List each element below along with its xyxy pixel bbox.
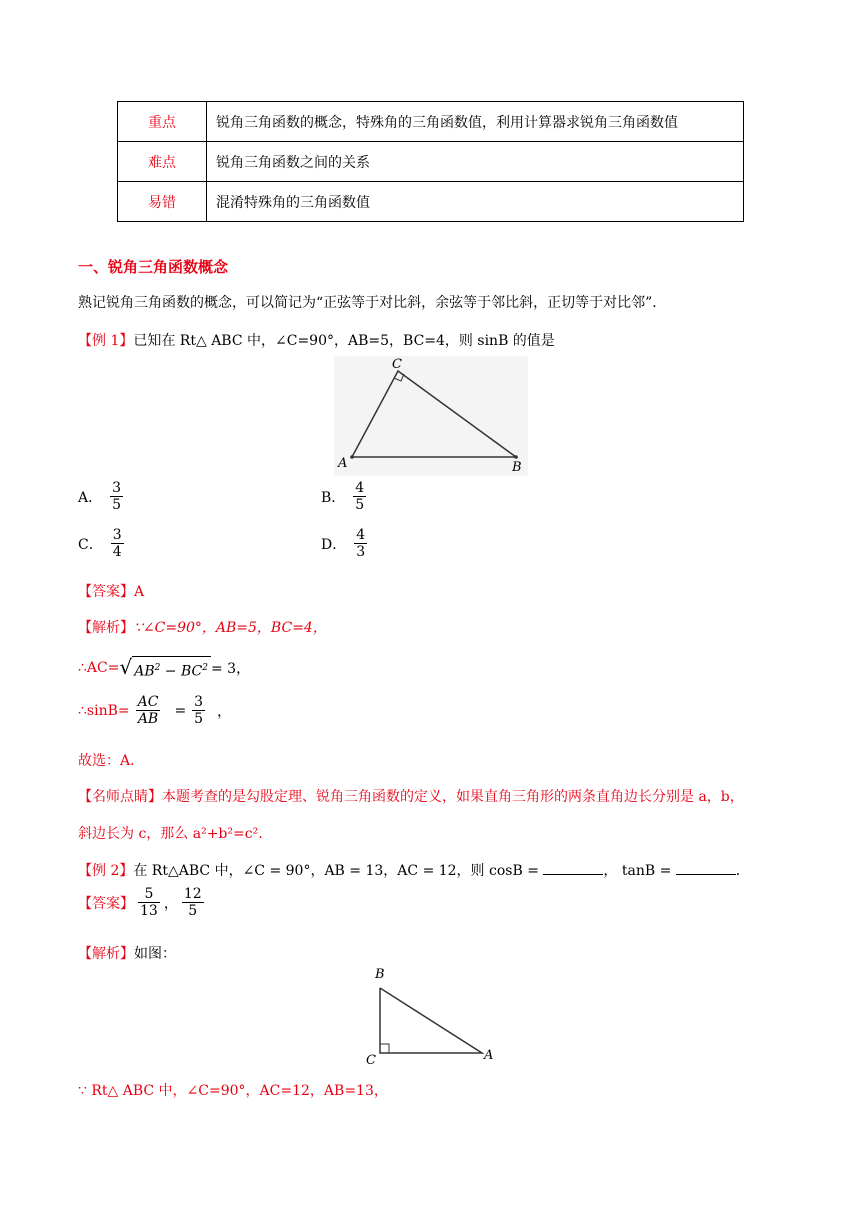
tip-tag: 【名师点睛】 <box>78 789 162 805</box>
example1-choice: 故选：A． <box>78 753 145 769</box>
answer-tag: 【答案】 <box>78 584 134 600</box>
answer-value: A <box>134 584 145 600</box>
row-value: 锐角三角函数之间的关系 <box>207 142 744 182</box>
fraction-result: $\frac{3}{5}$ <box>194 694 204 728</box>
option-fraction: $\frac{3}{5}$ <box>112 480 122 514</box>
vertex-label-a: A <box>338 456 348 471</box>
row-key: 重点 <box>118 102 207 142</box>
key-points-table <box>117 101 744 222</box>
sqrt-expression: √ $AB^2 - BC^2$ <box>119 656 211 681</box>
option-b: B． $\frac{4}{5}$ <box>321 480 365 514</box>
vertex-label-b: B <box>512 460 522 475</box>
tip-text: 本题考查的是勾股定理、锐角三角函数的定义，如果直角三角形的两条直角边长分别是 a，b， <box>162 789 744 805</box>
answer-fraction-tan: $\frac{12}{5}$ <box>183 886 202 920</box>
analysis-text: 如图： <box>134 946 176 962</box>
answer-fraction-cos: $\frac{5}{13}$ <box>140 886 158 920</box>
example2-analysis-line1: ∵ Rt△ ABC 中，∠C=90°，AC=12，AB=13， <box>78 1083 388 1099</box>
vertex-label-a: A <box>484 1048 494 1063</box>
option-fraction: $\frac{4}{5}$ <box>355 480 365 514</box>
example-stem-text: 已知在 Rt△ ABC 中，∠C=90°，AB=5，BC=4，则 sinB 的值是 <box>133 333 555 349</box>
row-value: 混淆特殊角的三角函数值 <box>207 182 744 222</box>
option-fraction: $\frac{4}{3}$ <box>356 527 366 561</box>
answer-blank <box>676 860 736 875</box>
triangle-diagram <box>334 356 528 476</box>
table-row <box>118 182 744 222</box>
table-row <box>118 102 744 142</box>
vertex-label-c: C <box>392 357 402 372</box>
section-intro: 熟记锐角三角函数的概念，可以简记为“正弦等于对比斜，余弦等于邻比斜，正切等于对比邻”． <box>78 295 667 311</box>
answer-blank <box>543 860 603 875</box>
row-key: 难点 <box>118 142 207 182</box>
vertex-label-c: C <box>366 1053 376 1068</box>
example-tag: 【例 1】 <box>78 333 134 349</box>
row-key: 易错 <box>118 182 207 222</box>
option-c: C． $\frac{3}{4}$ <box>78 527 122 561</box>
example1-answer <box>78 581 144 601</box>
answer-tag: 【答案】 <box>78 895 134 912</box>
example2-analysis <box>78 943 176 963</box>
example1-tip-line1 <box>78 786 744 806</box>
example2-answer: 【答案】 $\frac{5}{13}$ ， $\frac{12}{5}$ <box>78 886 202 920</box>
triangle-figure-1 <box>334 356 528 476</box>
example1-analysis-line3: ∴sinB= $\frac{AC}{AB}$ = $\frac{3}{5}$ ， <box>78 694 232 728</box>
section-title: 一、锐角三角函数概念 <box>78 258 229 276</box>
analysis-tag: 【解析】 <box>78 946 134 962</box>
table-row <box>118 142 744 182</box>
option-fraction: $\frac{3}{4}$ <box>112 527 122 561</box>
analysis-text: ∵∠C=90°，AB=5，BC=4， <box>134 620 327 636</box>
row-value: 锐角三角函数的概念，特殊角的三角函数值，利用计算器求锐角三角函数值 <box>207 102 744 142</box>
triangle-figure-2 <box>364 964 500 1068</box>
option-a: A． $\frac{3}{5}$ <box>78 480 122 514</box>
fraction-ac-ab: $\frac{AC}{AB}$ <box>137 694 159 728</box>
vertex-label-b: B <box>375 967 385 982</box>
example1-analysis-line1 <box>78 617 327 637</box>
example1-tip-line2: 斜边长为 c，那么 a²+b²=c². <box>78 826 263 842</box>
example2-stem: 【例 2】在 Rt△ABC 中，∠C = 90°，AB = 13，AC = 12，则 cosB = ， tanB = ． <box>78 860 750 880</box>
option-d: D． $\frac{4}{3}$ <box>321 527 366 561</box>
analysis-tag: 【解析】 <box>78 620 134 636</box>
example1-stem <box>78 330 555 350</box>
example1-analysis-line2: ∴AC= √ $AB^2 - BC^2$ = 3， <box>78 655 251 680</box>
triangle-diagram <box>364 964 500 1068</box>
example-tag: 【例 2】 <box>78 863 134 879</box>
